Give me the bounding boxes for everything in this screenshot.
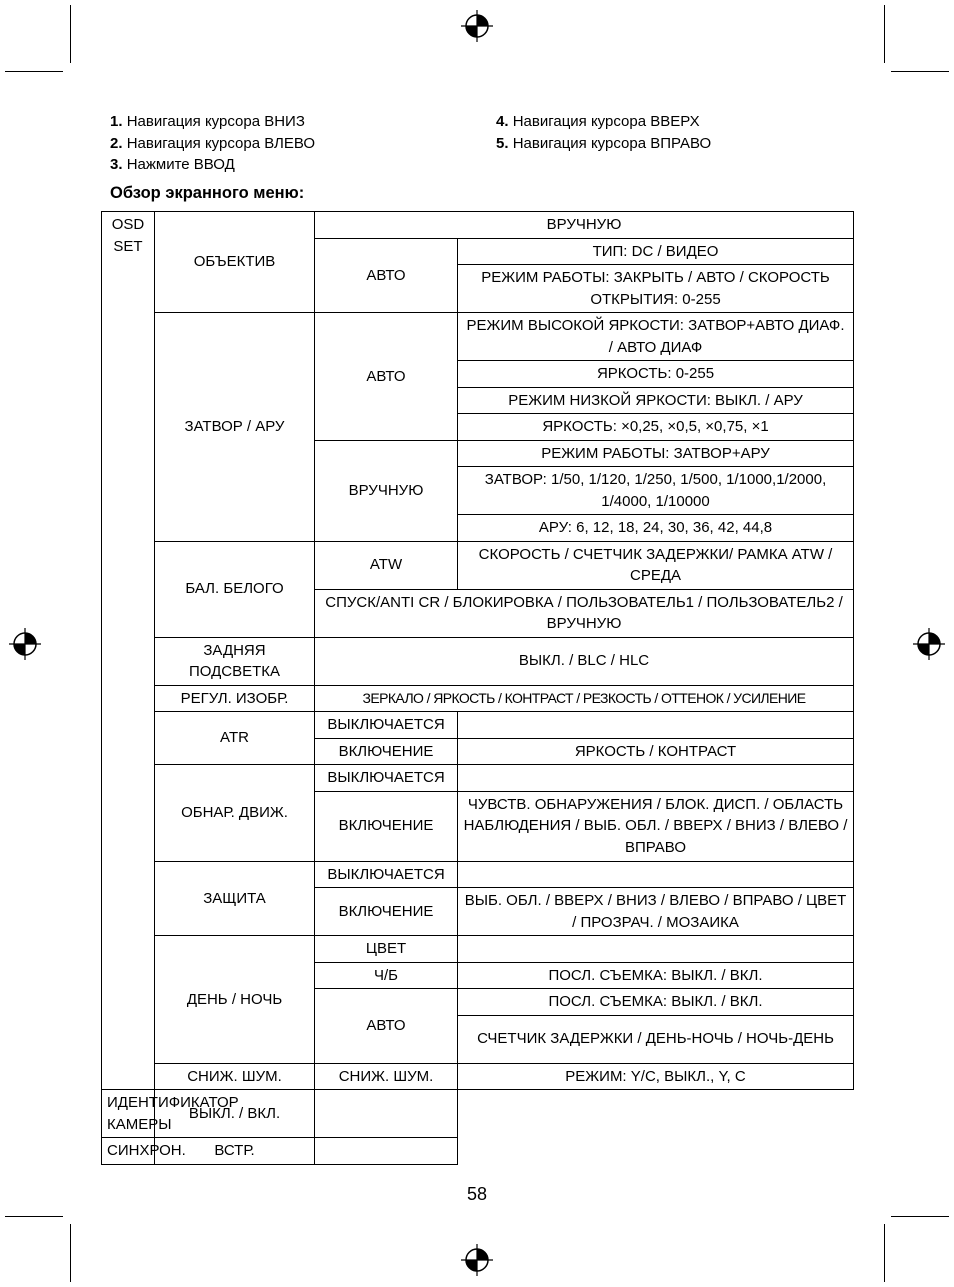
crop-mark	[5, 71, 63, 72]
lens-auto: АВТО	[315, 238, 458, 313]
menu-item-shutter: ЗАТВОР / АРУ	[155, 313, 315, 542]
privacy-on-options: ВЫБ. ОБЛ. / ВВЕРХ / ВНИЗ / ВЛЕВО / ВПРАВО / ЦВЕТ / ПРОЗРАЧ. / МОЗАИКА	[458, 888, 854, 936]
nav-item: 4. Навигация курсора ВВЕРХ	[496, 113, 700, 130]
registration-mark-icon	[9, 628, 41, 660]
atr-on: ВКЛЮЧЕНИЕ	[315, 738, 458, 765]
lens-auto-type: ТИП: DC / ВИДЕО	[458, 238, 854, 265]
crop-mark	[884, 1224, 885, 1282]
privacy-off-empty	[458, 861, 854, 888]
motion-on: ВКЛЮЧЕНИЕ	[315, 791, 458, 861]
wb-other-options: СПУСК/ANTI CR / БЛОКИРОВКА / ПОЛЬЗОВАТЕЛЬ1 / ПОЛЬЗОВАТЕЛЬ2 / ВРУЧНУЮ	[315, 589, 854, 637]
atr-off: ВЫКЛЮЧАЕТСЯ	[315, 712, 458, 739]
privacy-on: ВКЛЮЧЕНИЕ	[315, 888, 458, 936]
sync-options: ВСТР.	[155, 1138, 315, 1165]
menu-item-motion-detect: ОБНАР. ДВИЖ.	[155, 765, 315, 862]
sync-empty	[315, 1138, 458, 1165]
crop-mark	[70, 1224, 71, 1282]
nav-legend-right	[496, 111, 711, 154]
daynight-auto-delay: СЧЕТЧИК ЗАДЕРЖКИ / ДЕНЬ-НОЧЬ / НОЧЬ-ДЕНЬ	[458, 1015, 854, 1063]
osd-menu-table	[101, 211, 854, 1165]
nav-item: 1. Навигация курсора ВНИЗ	[110, 113, 305, 130]
nav-legend-left	[110, 111, 315, 176]
camera-id-empty	[315, 1090, 458, 1138]
crop-mark	[891, 1216, 949, 1217]
menu-item-image-adjust: РЕГУЛ. ИЗОБР.	[155, 685, 315, 712]
daynight-color-empty	[458, 936, 854, 963]
shutter-values: ЗАТВОР: 1/50, 1/120, 1/250, 1/500, 1/1000,1/2000, 1/4000, 1/10000	[458, 467, 854, 515]
nav-item: 5. Навигация курсора ВПРАВО	[496, 134, 712, 152]
crop-mark	[884, 5, 885, 63]
page-number: 58	[466, 1184, 488, 1204]
menu-item-privacy: ЗАЩИТА	[155, 861, 315, 936]
motion-off-empty	[458, 765, 854, 792]
menu-item-noise-reduction: СНИЖ. ШУМ.	[155, 1063, 315, 1090]
menu-item-sync: СИНХРОН.	[102, 1138, 155, 1165]
atr-on-options: ЯРКОСТЬ / КОНТРАСТ	[458, 738, 854, 765]
motion-on-options: ЧУВСТВ. ОБНАРУЖЕНИЯ / БЛОК. ДИСП. / ОБЛАСТЬ НАБЛЮДЕНИЯ / ВЫБ. ОБЛ. / ВВЕРХ / ВНИЗ / ВЛЕВО / ВПРАВО	[458, 791, 854, 861]
shutter-auto: АВТО	[315, 313, 458, 441]
menu-item-day-night: ДЕНЬ / НОЧЬ	[155, 936, 315, 1064]
registration-mark-icon	[913, 628, 945, 660]
daynight-color: ЦВЕТ	[315, 936, 458, 963]
daynight-bw: Ч/Б	[315, 962, 458, 989]
privacy-off: ВЫКЛЮЧАЕТСЯ	[315, 861, 458, 888]
image-adjust-options: ЗЕРКАЛО / ЯРКОСТЬ / КОНТРАСТ / РЕЗКОСТЬ / ОТТЕНОК / УСИЛЕНИЕ	[315, 685, 854, 712]
nav-item: 2. Навигация курсора ВЛЕВО	[110, 134, 316, 152]
shutter-low-mode: РЕЖИМ НИЗКОЙ ЯРКОСТИ: ВЫКЛ. / АРУ	[458, 387, 854, 414]
shutter-high-mode: РЕЖИМ ВЫСОКОЙ ЯРКОСТИ: ЗАТВОР+АВТО ДИАФ. / АВТО ДИАФ	[458, 313, 854, 361]
shutter-manual: ВРУЧНУЮ	[315, 440, 458, 541]
camera-id-options: ВЫКЛ. / ВКЛ.	[155, 1090, 315, 1138]
menu-item-white-balance: БАЛ. БЕЛОГО	[155, 541, 315, 637]
daynight-bw-options: ПОСЛ. СЪЕМКА: ВЫКЛ. / ВКЛ.	[458, 962, 854, 989]
crop-mark	[5, 1216, 63, 1217]
daynight-auto-options: ПОСЛ. СЪЕМКА: ВЫКЛ. / ВКЛ.	[458, 989, 854, 1016]
daynight-auto: АВТО	[315, 989, 458, 1064]
nr-sub: СНИЖ. ШУМ.	[315, 1063, 458, 1090]
shutter-work-mode: РЕЖИМ РАБОТЫ: ЗАТВОР+АРУ	[458, 440, 854, 467]
motion-off: ВЫКЛЮЧАЕТСЯ	[315, 765, 458, 792]
agc-values: АРУ: 6, 12, 18, 24, 30, 36, 42, 44,8	[458, 515, 854, 542]
crop-mark	[891, 71, 949, 72]
lens-manual: ВРУЧНУЮ	[315, 212, 854, 239]
menu-item-camera-id: ИДЕНТИФИКАТОР КАМЕРЫ	[102, 1090, 155, 1138]
shutter-brightness-multiplier: ЯРКОСТЬ: ×0,25, ×0,5, ×0,75, ×1	[458, 414, 854, 441]
backlight-options: ВЫКЛ. / BLC / HLC	[315, 637, 854, 685]
registration-mark-icon	[461, 1244, 493, 1276]
nav-item: 3. Нажмите ВВОД	[110, 156, 235, 173]
osd-set-label: OSD SET	[102, 212, 155, 1090]
crop-mark	[70, 5, 71, 63]
section-heading: Обзор экранного меню:	[110, 184, 305, 202]
nr-options: РЕЖИМ: Y/C, ВЫКЛ., Y, C	[458, 1063, 854, 1090]
atr-off-empty	[458, 712, 854, 739]
menu-item-lens: ОБЪЕКТИВ	[155, 212, 315, 313]
menu-item-backlight: ЗАДНЯЯ ПОДСВЕТКА	[155, 637, 315, 685]
wb-atw-options: СКОРОСТЬ / СЧЕТЧИК ЗАДЕРЖКИ/ РАМКА ATW / СРЕДА	[458, 541, 854, 589]
menu-item-atr: ATR	[155, 712, 315, 765]
lens-auto-mode: РЕЖИМ РАБОТЫ: ЗАКРЫТЬ / АВТО / СКОРОСТЬ ОТКРЫТИЯ: 0-255	[458, 265, 854, 313]
shutter-brightness: ЯРКОСТЬ: 0-255	[458, 361, 854, 388]
registration-mark-icon	[461, 10, 493, 42]
wb-atw: ATW	[315, 541, 458, 589]
